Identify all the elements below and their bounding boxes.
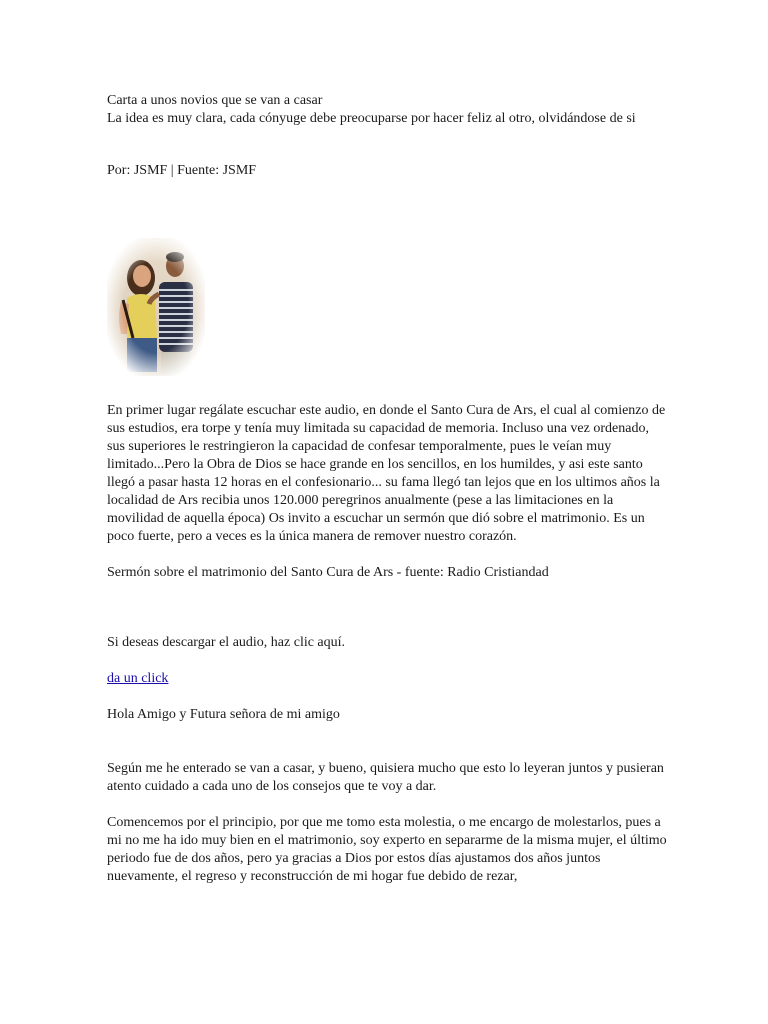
article-subtitle: La idea es muy clara, cada cónyuge debe preocuparse por hacer feliz al otro, olvidándose de si bbox=[107, 111, 636, 126]
article-title: Carta a unos novios que se van a casar bbox=[107, 93, 323, 108]
download-link[interactable]: da un click bbox=[107, 671, 169, 686]
intro-paragraph: En primer lugar regálate escuchar este audio, en donde el Santo Cura de Ars, el cual al comienzo de sus estudios, era torpe y tenía muy limitada su capacidad de memoria. Incluso una vez ordenado, sus superiores le restringieron la capacidad de confesar temporalmente, pues le veían muy limitado...Pero la Obra de Dios se hace grande en los sencillos, en los humildes, y asi este santo llegó a pasar hasta 12 horas en el confesionario... su fama llegó tan lejos que en los ultimos años la localidad de Ars recibia unos 120.000 peregrinos anualmente (pese a las limitaciones en la movilidad de aquella época) Os invito a escuchar un sermón que dió sobre el matrimonio. Es un poco fuerte, pero a veces es la única manera de remover nuestro corazón. bbox=[107, 403, 666, 544]
couple-photo bbox=[107, 238, 205, 376]
greeting-line: Hola Amigo y Futura señora de mi amigo bbox=[107, 707, 340, 722]
paragraph-segun: Según me he enterado se van a casar, y bueno, quisiera mucho que esto lo leyeran juntos y pusieran atento cuidado a cada uno de los consejos que te voy a dar. bbox=[107, 761, 664, 794]
document-body bbox=[107, 92, 667, 886]
download-instruction: Si deseas descargar el audio, haz clic aquí. bbox=[107, 635, 346, 650]
article-byline: Por: JSMF | Fuente: JSMF bbox=[107, 163, 257, 178]
paragraph-comencemos: Comencemos por el principio, por que me tomo esta molestia, o me encargo de molestarlos, pues a mi no me ha ido muy bien en el matrimonio, soy experto en separarme de la misma mujer, el último periodo fue de dos años, pero ya gracias a Dios por estos días ajustamos dos años juntos nuevamente, el regreso y reconstrucción de mi hogar fue debido de rezar, bbox=[107, 815, 667, 884]
download-link-row bbox=[107, 670, 667, 688]
sermon-line: Sermón sobre el matrimonio del Santo Cura de Ars - fuente: Radio Cristiandad bbox=[107, 565, 549, 580]
